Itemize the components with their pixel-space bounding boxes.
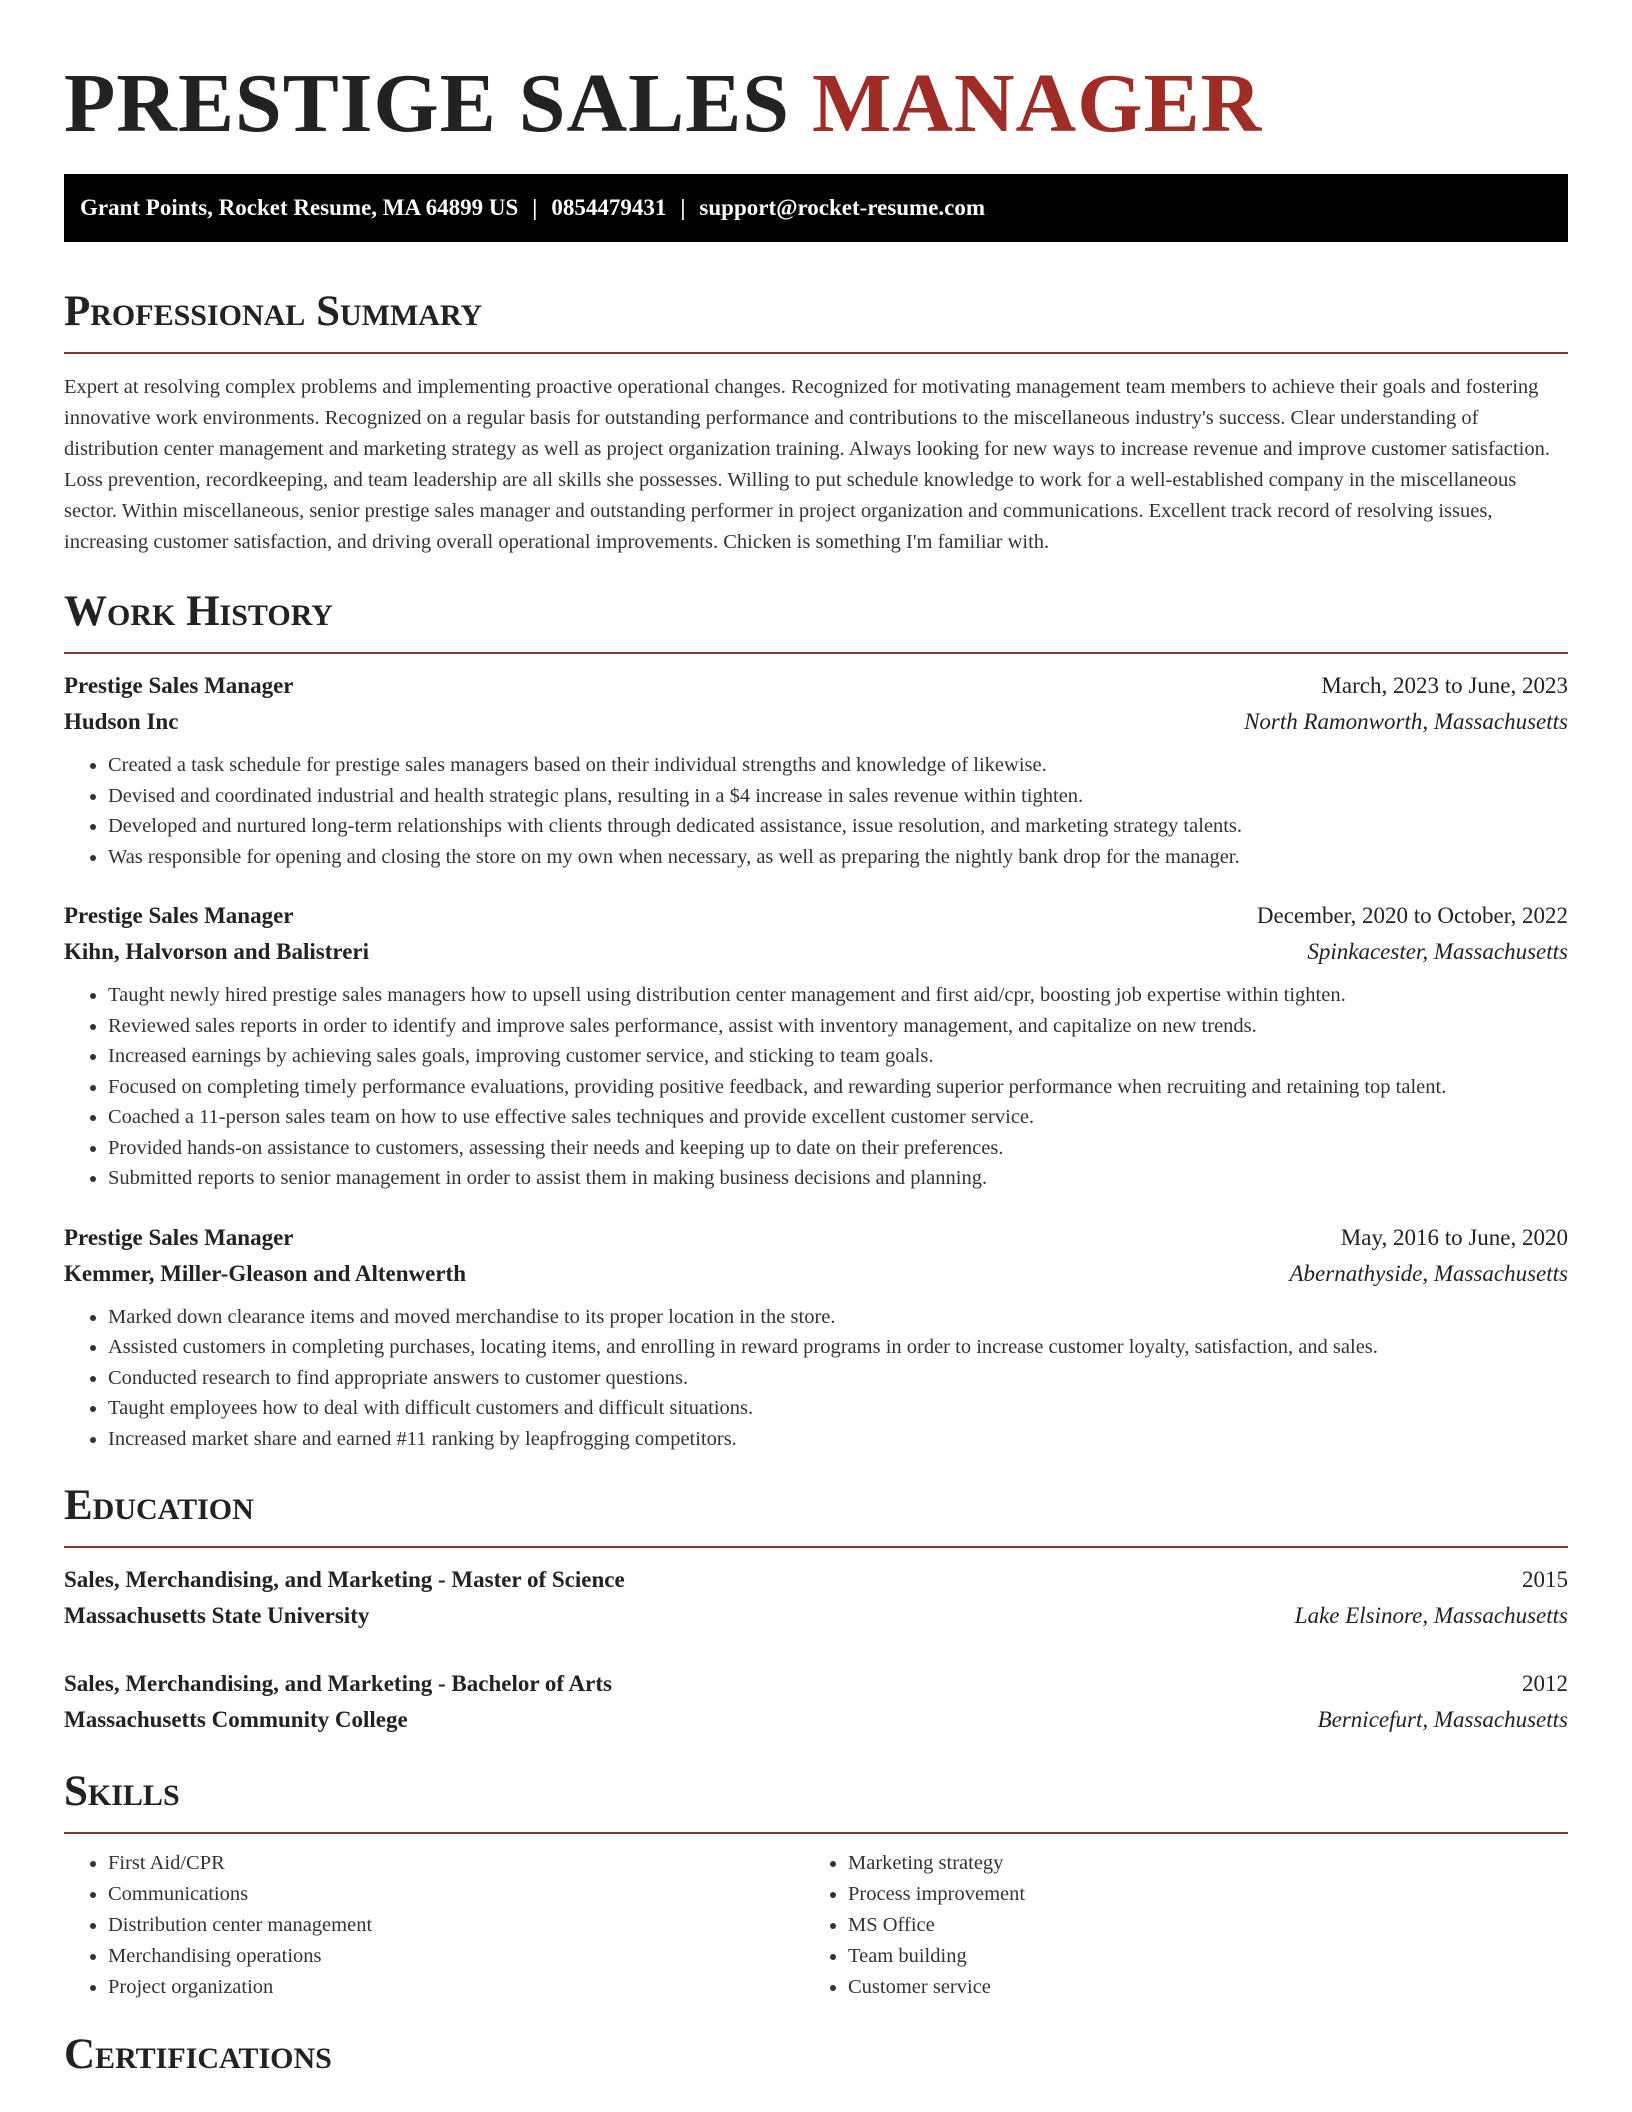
contact-phone: 0854479431 [551,195,667,220]
skill-item: • Communications [108,1879,804,1910]
job-dates: May, 2016 to June, 2020 [1340,1224,1568,1250]
section-title-work-history: Work History [64,588,333,635]
education-degree-row [64,1562,1568,1598]
job-company-row [64,934,1568,970]
skill-item: • Project organization [108,1972,804,2003]
resume-page [64,0,1568,2081]
job-entry [64,898,1568,1194]
skill-item: • Marketing strategy [848,1848,1544,1879]
name-first: PRESTIGE SALES [64,57,790,150]
name-accent: MANAGER [811,57,1263,150]
job-location: Abernathyside, Massachusetts [1289,1260,1568,1286]
job-bullet: • Increased earnings by achieving sales goals, improving customer service, and sticking to team goals. [108,1041,1568,1072]
job-bullet: • Created a task schedule for prestige sales managers based on their individual strengths and knowledge of likewise. [108,750,1568,781]
skills-column-right [804,1848,1544,2003]
section-divider [64,1546,1568,1548]
job-entry [64,668,1568,872]
section-title-skills: Skills [64,1768,180,1815]
job-bullet: • Focused on completing timely performance evaluations, providing positive feedback, and rewarding superior performance when recruiting and retaining top talent. [108,1072,1568,1103]
job-header-row [64,668,1568,704]
skills-section [64,1766,1568,2003]
job-role: Prestige Sales Manager [64,903,294,928]
job-location: Spinkacester, Massachusetts [1307,939,1568,964]
education-school: Massachusetts State University [64,1603,370,1628]
job-dates: March, 2023 to June, 2023 [1321,673,1568,698]
job-bullet: • Developed and nurtured long-term relationships with clients through dedicated assistance, issue resolution, and marketing strategy talents. [108,811,1568,842]
contact-bar [64,174,1568,242]
education-school-row [64,1702,1568,1738]
job-role: Prestige Sales Manager [64,1224,294,1250]
skill-item: • Customer service [848,1972,1544,2003]
job-bullet: • Assisted customers in completing purchases, locating items, and enrolling in reward programs in order to increase customer loyalty, satisfaction, and sales. [108,1332,1568,1363]
job-location: North Ramonworth, Massachusetts [1244,709,1568,734]
education-entry [64,1562,1568,1634]
skill-item: • Team building [848,1941,1544,1972]
contact-separator: | [680,195,686,220]
education-school-row [64,1598,1568,1634]
education-degree: Sales, Merchandising, and Marketing - Bachelor of Arts [64,1671,612,1696]
job-bullet: • Taught employees how to deal with difficult customers and difficult situations. [108,1393,1568,1424]
job-entry [64,1220,1568,1455]
section-title-certifications: Certifications [64,2031,332,2078]
education-degree: Sales, Merchandising, and Marketing - Master of Science [64,1567,625,1592]
summary-text: Expert at resolving complex problems and implementing proactive operational changes. Recognized for motivating management team members to achieve their goals and fostering innovative work environments. Recognized on a regular basis for outstanding performance and contributions to the miscellaneous industry's success. Clear understanding of distribution center management and marketing strategy as well as project organization training. Always looking for new ways to increase revenue and improve customer satisfaction. Loss prevention, recordkeeping, and team leadership are all skills she possesses. Willing to put schedule knowledge to work for a well-established company in the miscellaneous sector. Within miscellaneous, senior prestige sales manager and outstanding performer in project organization and communications. Excellent track record of resolving issues, increasing customer satisfaction, and driving overall operational improvements. Chicken is something I'm familiar with. [64,376,1550,553]
job-bullet: • Coached a 11-person sales team on how to use effective sales techniques and provide excellent customer service. [108,1102,1568,1133]
job-bullet: • Taught newly hired prestige sales managers how to upsell using distribution center management and first aid/cpr, boosting job expertise within tighten. [108,980,1568,1011]
job-bullet: • Was responsible for opening and closing the store on my own when necessary, as well as preparing the nightly bank drop for the manager. [108,842,1568,873]
education-school: Massachusetts Community College [64,1707,408,1732]
education-location: Bernicefurt, Massachusetts [1317,1707,1568,1732]
skills-column-left [64,1848,804,2003]
job-bullet: • Submitted reports to senior management in order to assist them in making business decisions and planning. [108,1163,1568,1194]
skill-item: • First Aid/CPR [108,1848,804,1879]
job-company: Hudson Inc [64,709,179,734]
section-title-education: Education [64,1482,254,1529]
job-role: Prestige Sales Manager [64,673,294,698]
education-degree-row [64,1666,1568,1702]
section-title-summary: Professional Summary [64,288,483,335]
job-bullet: • Increased market share and earned #11 ranking by leapfrogging competitors. [108,1424,1568,1455]
job-company: Kihn, Halvorson and Balistreri [64,939,370,964]
job-company-row [64,1256,1568,1292]
education-year: 2015 [1522,1567,1568,1592]
job-bullets [64,1302,1568,1455]
education-entry [64,1666,1568,1738]
job-dates: December, 2020 to October, 2022 [1256,903,1568,928]
job-company-row [64,704,1568,740]
job-bullet: • Marked down clearance items and moved merchandise to its proper location in the store. [108,1302,1568,1333]
certifications-section [64,2029,1568,2081]
job-company: Kemmer, Miller-Gleason and Altenwerth [64,1260,467,1286]
skill-item: • Distribution center management [108,1910,804,1941]
job-bullets [64,750,1568,872]
contact-address: Grant Points, Rocket Resume, MA 64899 US [80,195,519,220]
contact-email[interactable]: support@rocket-resume.com [699,195,986,220]
summary-section [64,286,1568,558]
skill-item: • MS Office [848,1910,1544,1941]
section-divider [64,1832,1568,1834]
job-bullet: • Reviewed sales reports in order to identify and improve sales performance, assist with inventory management, and capitalize on new trends. [108,1011,1568,1042]
work-history-section [64,586,1568,1454]
job-bullet: • Provided hands-on assistance to customers, assessing their needs and keeping up to date on their preferences. [108,1133,1568,1164]
skills-grid [64,1848,1568,2003]
education-year: 2012 [1522,1671,1568,1696]
education-section [64,1480,1568,1738]
job-bullets [64,980,1568,1194]
section-divider [64,352,1568,354]
contact-separator: | [532,195,538,220]
resume-name [64,0,1568,152]
education-location: Lake Elsinore, Massachusetts [1294,1603,1568,1628]
section-divider [64,652,1568,654]
job-header-row [64,1220,1568,1256]
skill-item: • Merchandising operations [108,1941,804,1972]
job-bullet: • Conducted research to find appropriate answers to customer questions. [108,1363,1568,1394]
job-bullet: • Devised and coordinated industrial and health strategic plans, resulting in a $4 increase in sales revenue within tighten. [108,781,1568,812]
skill-item: • Process improvement [848,1879,1544,1910]
job-header-row [64,898,1568,934]
